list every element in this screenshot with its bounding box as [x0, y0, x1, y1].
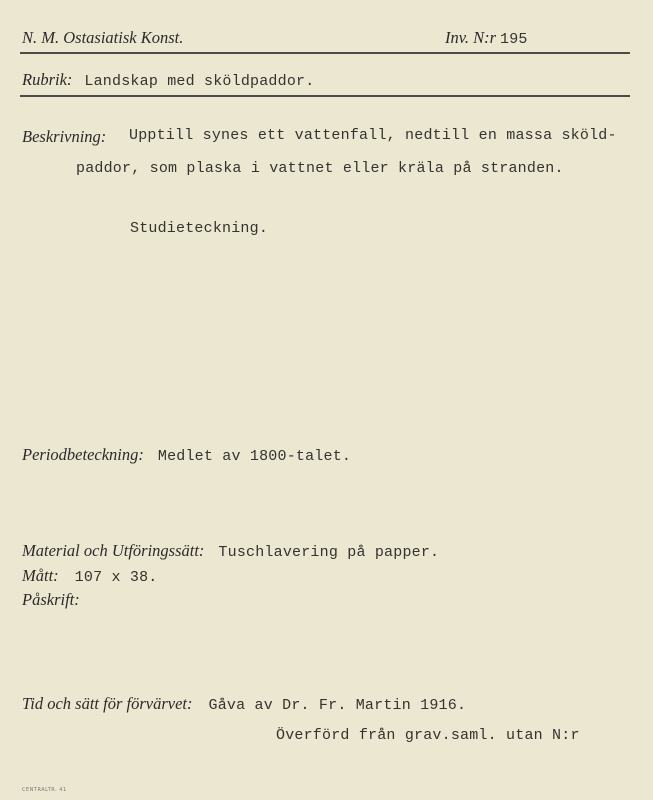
matt-label: Mått:	[22, 566, 59, 585]
beskrivning-line-3: Studieteckning.	[130, 220, 269, 237]
institution-name: N. M. Ostasiatisk Konst.	[22, 28, 184, 47]
period-field	[22, 445, 351, 465]
period-label: Periodbeteckning:	[22, 445, 144, 464]
inventory-number-field	[445, 28, 528, 48]
paskrift-label: Påskrift:	[22, 590, 80, 609]
inventory-label: Inv. N:r	[445, 28, 497, 47]
material-value: Tuschlavering på papper.	[218, 544, 440, 561]
beskrivning-label: Beskrivning:	[22, 127, 107, 146]
rubrik-field	[22, 70, 314, 90]
header-rule	[20, 52, 630, 54]
beskrivning-line-2: paddor, som plaska i vattnet eller kräla på stranden.	[76, 160, 564, 177]
matt-field	[22, 566, 158, 586]
forvarv-field	[22, 694, 466, 714]
inventory-number: 195	[500, 31, 528, 48]
rubrik-value: Landskap med sköldpaddor.	[84, 73, 315, 90]
matt-value: 107 x 38.	[74, 569, 158, 586]
beskrivning-line-1: Upptill synes ett vattenfall, nedtill en massa sköld-	[129, 127, 617, 144]
forvarv-label: Tid och sätt för förvärvet:	[22, 694, 193, 713]
forvarv-value-2: Överförd från grav.saml. utan N:r	[276, 727, 580, 744]
printer-mark: CENTRALTR. 41	[22, 787, 67, 793]
forvarv-value: Gåva av Dr. Fr. Martin 1916.	[208, 697, 467, 714]
material-label: Material och Utföringssätt:	[22, 541, 205, 560]
period-value: Medlet av 1800-talet.	[157, 448, 352, 465]
rubrik-rule	[20, 95, 630, 97]
material-field	[22, 541, 439, 561]
rubrik-label: Rubrik:	[22, 70, 73, 89]
